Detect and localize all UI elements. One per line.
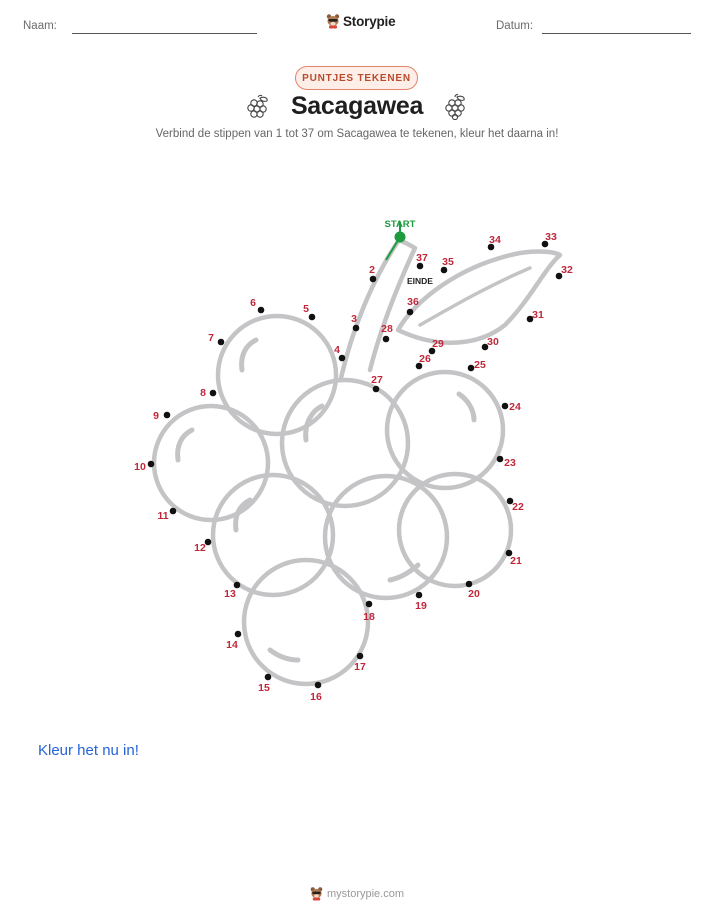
dot-24 [502, 403, 509, 410]
dot-number-34: 34 [489, 234, 501, 246]
dot-number-15: 15 [258, 682, 270, 694]
category-badge: PUNTJES TEKENEN [295, 66, 418, 90]
dot-19 [416, 592, 423, 599]
dot-20 [466, 581, 473, 588]
dot-6 [258, 307, 265, 314]
dot-number-16: 16 [310, 691, 322, 703]
footer [0, 886, 714, 901]
dot-number-4: 4 [334, 344, 340, 356]
dot-number-30: 30 [487, 336, 499, 348]
dot-14 [235, 631, 242, 638]
dot-number-24: 24 [509, 401, 521, 413]
dot-number-9: 9 [153, 410, 159, 422]
page-title: Sacagawea [290, 92, 424, 120]
dot-number-33: 33 [545, 231, 557, 243]
dot-18 [366, 601, 373, 608]
dot-number-37: 37 [416, 252, 428, 264]
dot-8 [210, 390, 217, 397]
name-label: Naam: [23, 20, 57, 32]
dot-number-7: 7 [208, 332, 214, 344]
dot-number-19: 19 [415, 600, 427, 612]
dot-number-20: 20 [468, 588, 480, 600]
dot-number-17: 17 [354, 661, 366, 673]
dot-number-3: 3 [351, 313, 357, 325]
dot-9 [164, 412, 171, 419]
dot-27 [373, 386, 380, 393]
footer-url: mystorypie.com [326, 887, 405, 900]
dot-number-5: 5 [303, 303, 309, 315]
dot-number-21: 21 [510, 555, 522, 567]
dot-number-18: 18 [363, 611, 375, 623]
dot-17 [357, 653, 364, 660]
dot-number-22: 22 [512, 501, 524, 513]
dot-10 [148, 461, 155, 468]
start-label: START [384, 219, 416, 230]
dot-number-23: 23 [504, 457, 516, 469]
dot-2 [370, 276, 377, 283]
dot-16 [315, 682, 322, 689]
dot-number-36: 36 [407, 296, 419, 308]
dot-number-29: 29 [432, 338, 444, 350]
bear-icon [310, 886, 323, 901]
dot-number-11: 11 [157, 510, 169, 522]
brand-name: Storypie [343, 13, 396, 29]
dot-number-28: 28 [381, 323, 393, 335]
color-prompt: Kleur het nu in! [38, 742, 139, 759]
dot-3 [353, 325, 360, 332]
start-dot [395, 232, 406, 243]
dot-number-25: 25 [474, 359, 486, 371]
date-label: Datum: [496, 20, 534, 32]
dot-number-8: 8 [200, 387, 206, 399]
dot-5 [309, 314, 316, 321]
dot-28 [383, 336, 390, 343]
dot-number-31: 31 [532, 309, 544, 321]
dot-15 [265, 674, 272, 681]
dot-11 [170, 508, 177, 515]
dot-number-27: 27 [371, 374, 383, 386]
end-label: EINDE [407, 276, 433, 286]
dot-23 [497, 456, 504, 463]
dot-number-26: 26 [419, 353, 431, 365]
dot-number-12: 12 [194, 542, 206, 554]
dot-number-32: 32 [561, 264, 573, 276]
dot-number-35: 35 [442, 256, 454, 268]
dot-36 [407, 309, 414, 316]
dot-number-13: 13 [224, 588, 236, 600]
dot-number-10: 10 [134, 461, 146, 473]
dot-number-6: 6 [250, 297, 256, 309]
dot-number-2: 2 [369, 264, 375, 276]
dot-number-14: 14 [226, 639, 238, 651]
instructions: Verbind de stippen van 1 tot 37 om Sacagawea te tekenen, kleur het daarna in! [155, 128, 559, 140]
dot-7 [218, 339, 225, 346]
